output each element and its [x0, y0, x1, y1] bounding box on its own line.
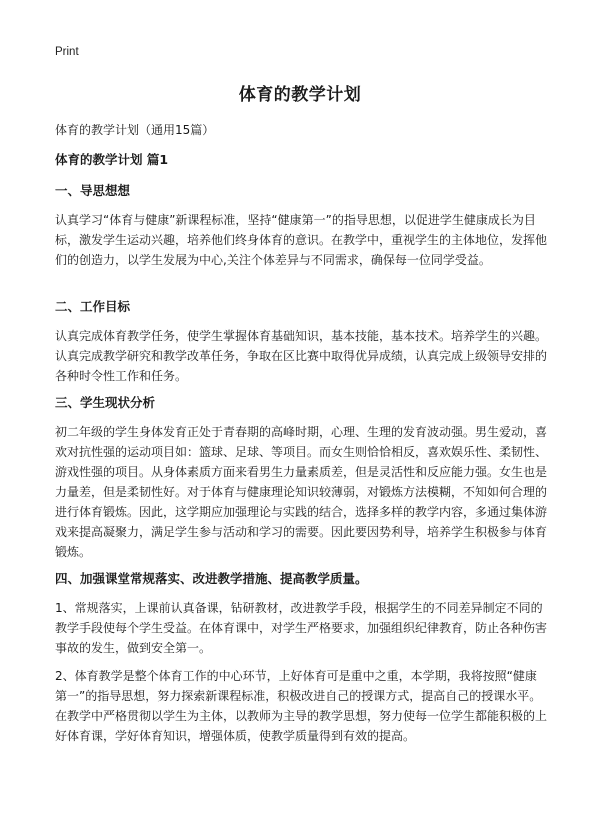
section-heading-guiding-ideology: 一、导思想想 — [55, 183, 131, 198]
section-paragraph: 认真学习“体育与健康”新课程标准，坚持“健康第一”的指导思想，以促进学生健康成长为目标，激发学生运动兴趣，培养他们终身体育的意识。在教学中，重视学生的主体地位，发挥他们的创造力，以学生发展为中心,关注个体差异与不同需求，确保每一位同学受益。 — [55, 213, 548, 267]
section-paragraph: 初二年级的学生身体发育正处于青春期的高峰时期，心理、生理的发育波动强。男生爱动，喜欢对抗性强的运动项目如：篮球、足球、等项目。而女生则恰恰相反，喜欢娱乐性、柔韧性、游戏性强的项目。从身体素质方面来看男生力量素质差，但是灵活性和反应能力强。女生也是力量差，但是柔韧性好。对于体育与健康理论知识较薄弱，对锻炼方法模糊，不知如何合理的进行体育锻炼。因此，这学期应加强理论与实践的结合，选择多样的教学内容，多通过集体游戏来提高凝聚力，满足学生参与活动和学习的需要。因此要因势利导，培养学生积极参与体育锻炼。 — [55, 425, 548, 559]
section-heading-work-goals: 二、工作目标 — [55, 299, 131, 314]
section-paragraph: 认真完成体育教学任务，使学生掌握体育基础知识，基本技能，基本技术。培养学生的兴趣。认真完成教学研究和教学改革任务，争取在区比赛中取得优异成绩，认真完成上级领导安排的各种时令性工作和任务。 — [55, 329, 548, 383]
section-heading-classroom-routine: 四、加强课堂常规落实、改进教学措施、提高教学质量。 — [55, 571, 368, 586]
print-link[interactable]: Print — [55, 46, 79, 58]
document-title: 体育的教学计划 — [238, 85, 362, 105]
part-title: 体育的教学计划 篇1 — [55, 152, 169, 167]
section-paragraph: 2、体育教学是整个体育工作的中心环节，上好体育可是重中之重，本学期，我将按照“健康第一”的指导思想，努力探索新课程标准，积极改进自己的授课方式，提高自己的授课水平。在教学中严格贯彻以学生为主体，以教师为主导的教学思想，努力使每一位学生都能积极的上好体育课，学好体育知识，增强体质，使教学质量得到有效的提高。 — [55, 669, 548, 743]
section-heading-student-analysis: 三、学生现状分析 — [55, 395, 156, 410]
document-subtitle: 体育的教学计划（通用15篇） — [55, 123, 215, 137]
section-paragraph: 1、常规落实，上课前认真备课，钻研教材，改进教学手段，根据学生的不同差异制定不同的教学手段使每个学生受益。在体育课中，对学生严格要求，加强组织纪律教育，防止各种伤害事故的发生，做到安全第一。 — [55, 601, 548, 655]
